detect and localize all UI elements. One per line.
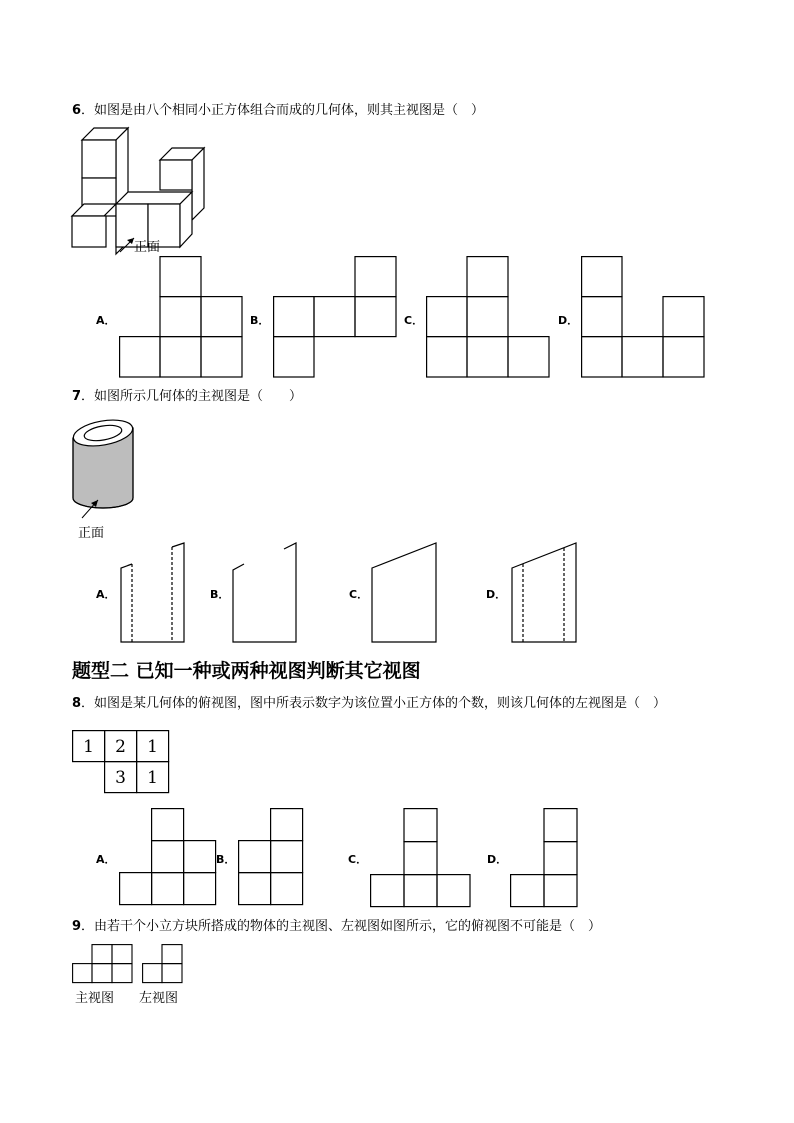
question-7 <box>72 388 302 406</box>
grid-cell-r1c2: 2 <box>115 737 127 757</box>
q7-option-d-label[interactable]: D． <box>486 588 507 601</box>
q7-front-label: 正面 <box>78 526 105 541</box>
q6-option-c-label[interactable]: C． <box>404 314 424 327</box>
q7-option-a-label[interactable]: A． <box>96 588 116 601</box>
q8-option-b-figure[interactable] <box>238 808 304 906</box>
q6-front-label: 正面 <box>134 240 161 255</box>
question-text: ．由若干个小立方块所搭成的物体的主视图、左视图如图所示，它的俯视图不可能是（ ） <box>81 919 602 934</box>
q6-option-d-figure[interactable] <box>581 256 705 378</box>
q8-option-a-figure[interactable] <box>119 808 217 906</box>
question-number: 7 <box>72 389 82 404</box>
grid-cell-r1c3: 1 <box>147 737 159 757</box>
q6-cube-figure <box>68 124 208 254</box>
question-8 <box>72 695 666 713</box>
q7-option-b-figure[interactable] <box>232 542 300 644</box>
grid-cell-r1c1: 1 <box>83 737 95 757</box>
q6-option-b-label[interactable]: B． <box>250 314 270 327</box>
q6-option-b-figure[interactable] <box>273 256 397 378</box>
q9-left-view-label: 左视图 <box>139 991 179 1006</box>
q6-option-a-label[interactable]: A． <box>96 314 116 327</box>
q8-option-a-label[interactable]: A． <box>96 853 116 866</box>
q6-option-d-label[interactable]: D． <box>558 314 579 327</box>
q7-cylinder-figure <box>70 414 136 518</box>
q8-option-b-label[interactable]: B． <box>216 853 236 866</box>
grid-cell-r2c3: 1 <box>147 768 159 788</box>
q6-option-c-figure[interactable] <box>426 256 550 378</box>
question-number: 6 <box>72 103 82 118</box>
question-text: ．如图是某几何体的俯视图，图中所表示数字为该位置小正方体的个数，则该几何体的左视图是（ ） <box>81 696 667 711</box>
q8-option-c-label[interactable]: C． <box>348 853 368 866</box>
q8-option-d-figure[interactable] <box>510 808 578 908</box>
grid-cell-r2c2: 3 <box>115 768 127 788</box>
question-number: 9 <box>72 919 82 934</box>
q7-option-c-label[interactable]: C． <box>349 588 369 601</box>
q7-option-b-label[interactable]: B． <box>210 588 230 601</box>
q7-option-a-figure[interactable] <box>120 542 188 644</box>
question-text: ．如图是由八个相同小正方体组合而成的几何体，则其主视图是（ ） <box>81 103 485 118</box>
q9-left-view-figure <box>142 944 184 984</box>
q7-option-d-figure[interactable] <box>511 542 579 644</box>
question-text: ．如图所示几何体的主视图是（ ） <box>81 389 303 404</box>
question-6 <box>72 102 484 120</box>
section-title: 题型二 已知一种或两种视图判断其它视图 <box>72 660 421 682</box>
question-number: 8 <box>72 696 82 711</box>
question-9 <box>72 918 601 936</box>
q9-main-view-label: 主视图 <box>75 991 115 1006</box>
q8-option-d-label[interactable]: D． <box>487 853 508 866</box>
q6-option-a-figure[interactable] <box>119 256 243 378</box>
q9-main-view-figure <box>72 944 134 984</box>
q8-option-c-figure[interactable] <box>370 808 472 908</box>
q8-top-view-grid <box>72 730 170 794</box>
q7-option-c-figure[interactable] <box>371 542 439 644</box>
